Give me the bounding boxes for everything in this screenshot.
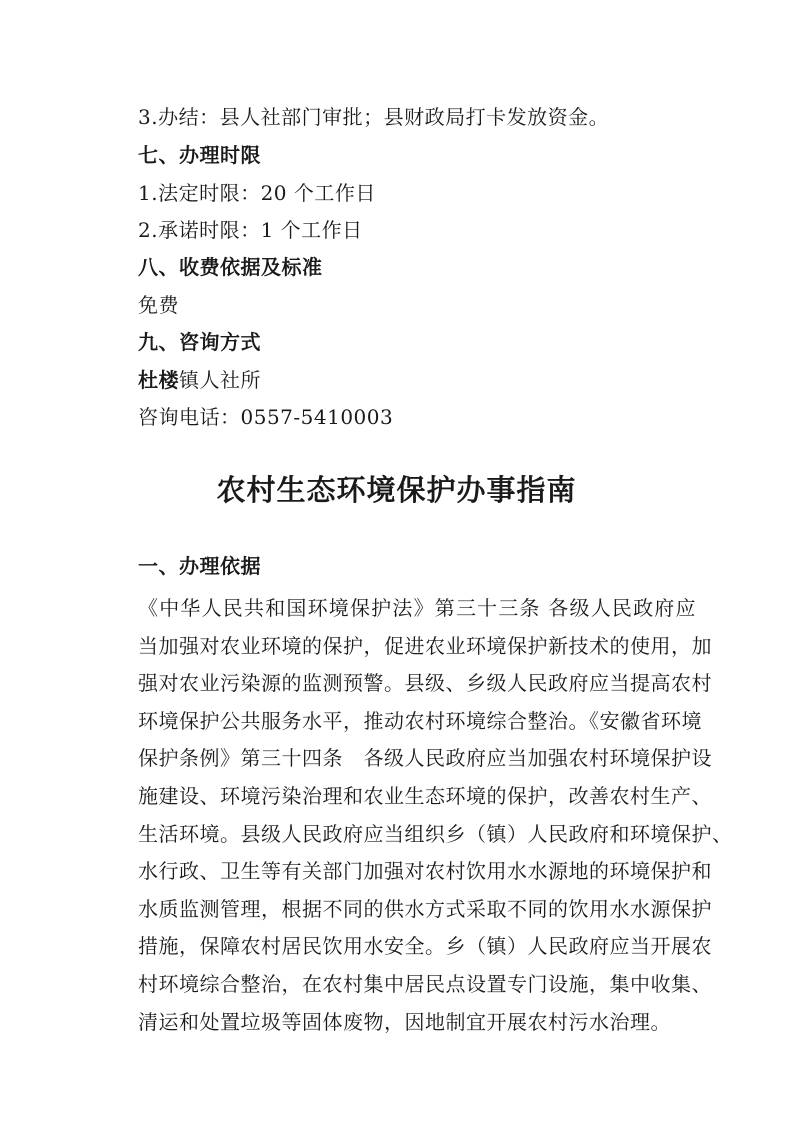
promised-time-limit: 2.承诺时限：1 个工作日: [138, 218, 363, 242]
heading-basis: 一、办理依据: [138, 554, 261, 578]
process-step-3: 3.办结：县人社部门审批；县财政局打卡发放资金。: [138, 105, 610, 129]
office-name: [138, 367, 261, 393]
paragraph-line: 生活环境。县级人民政府应当组织乡（镇）人民政府和环境保护、: [138, 821, 733, 846]
paragraph-line: 《中华人民共和国环境保护法》第三十三条 各级人民政府应: [138, 596, 696, 620]
legal-time-limit: 1.法定时限：20 个工作日: [138, 181, 376, 205]
paragraph-line: 措施，保障农村居民饮用水安全。乡（镇）人民政府应当开展农: [138, 934, 712, 959]
paragraph-line: 环境保护公共服务水平，推动农村环境综合整治。《安徽省环境: [138, 708, 702, 733]
guide-title: 农村生态环境保护办事指南: [216, 473, 577, 507]
paragraph-line: 强对农业污染源的监测预警。县级、乡级人民政府应当提高农村: [138, 671, 712, 696]
paragraph-line: 清运和处置垃圾等固体废物，因地制宜开展农村污水治理。: [138, 1009, 671, 1034]
paragraph-line: 保护条例》第三十四条 各级人民政府应当加强农村环境保护设: [138, 746, 712, 771]
heading-time-limit: 七、办理时限: [138, 143, 261, 167]
paragraph-line: 施建设、环境污染治理和农业生态环境的保护，改善农村生产、: [138, 783, 712, 808]
office-name-bold: 杜楼: [138, 368, 179, 392]
office-name-rest: 镇人社所: [179, 368, 261, 392]
fee-text: 免费: [138, 293, 179, 317]
consult-phone: 咨询电话：0557-5410003: [138, 405, 394, 429]
heading-consultation: 九、咨询方式: [138, 330, 261, 354]
paragraph-line: 当加强对农业环境的保护，促进农业环境保护新技术的使用，加: [138, 633, 712, 658]
heading-fee-basis: 八、收费依据及标准: [138, 255, 323, 279]
paragraph-line: 水行政、卫生等有关部门加强对农村饮用水水源地的环境保护和: [138, 859, 712, 884]
paragraph-line: 村环境综合整治，在农村集中居民点设置专门设施，集中收集、: [138, 971, 712, 996]
basis-paragraph: [138, 590, 733, 1041]
paragraph-line: 水质监测管理，根据不同的供水方式采取不同的饮用水水源保护: [138, 896, 712, 921]
